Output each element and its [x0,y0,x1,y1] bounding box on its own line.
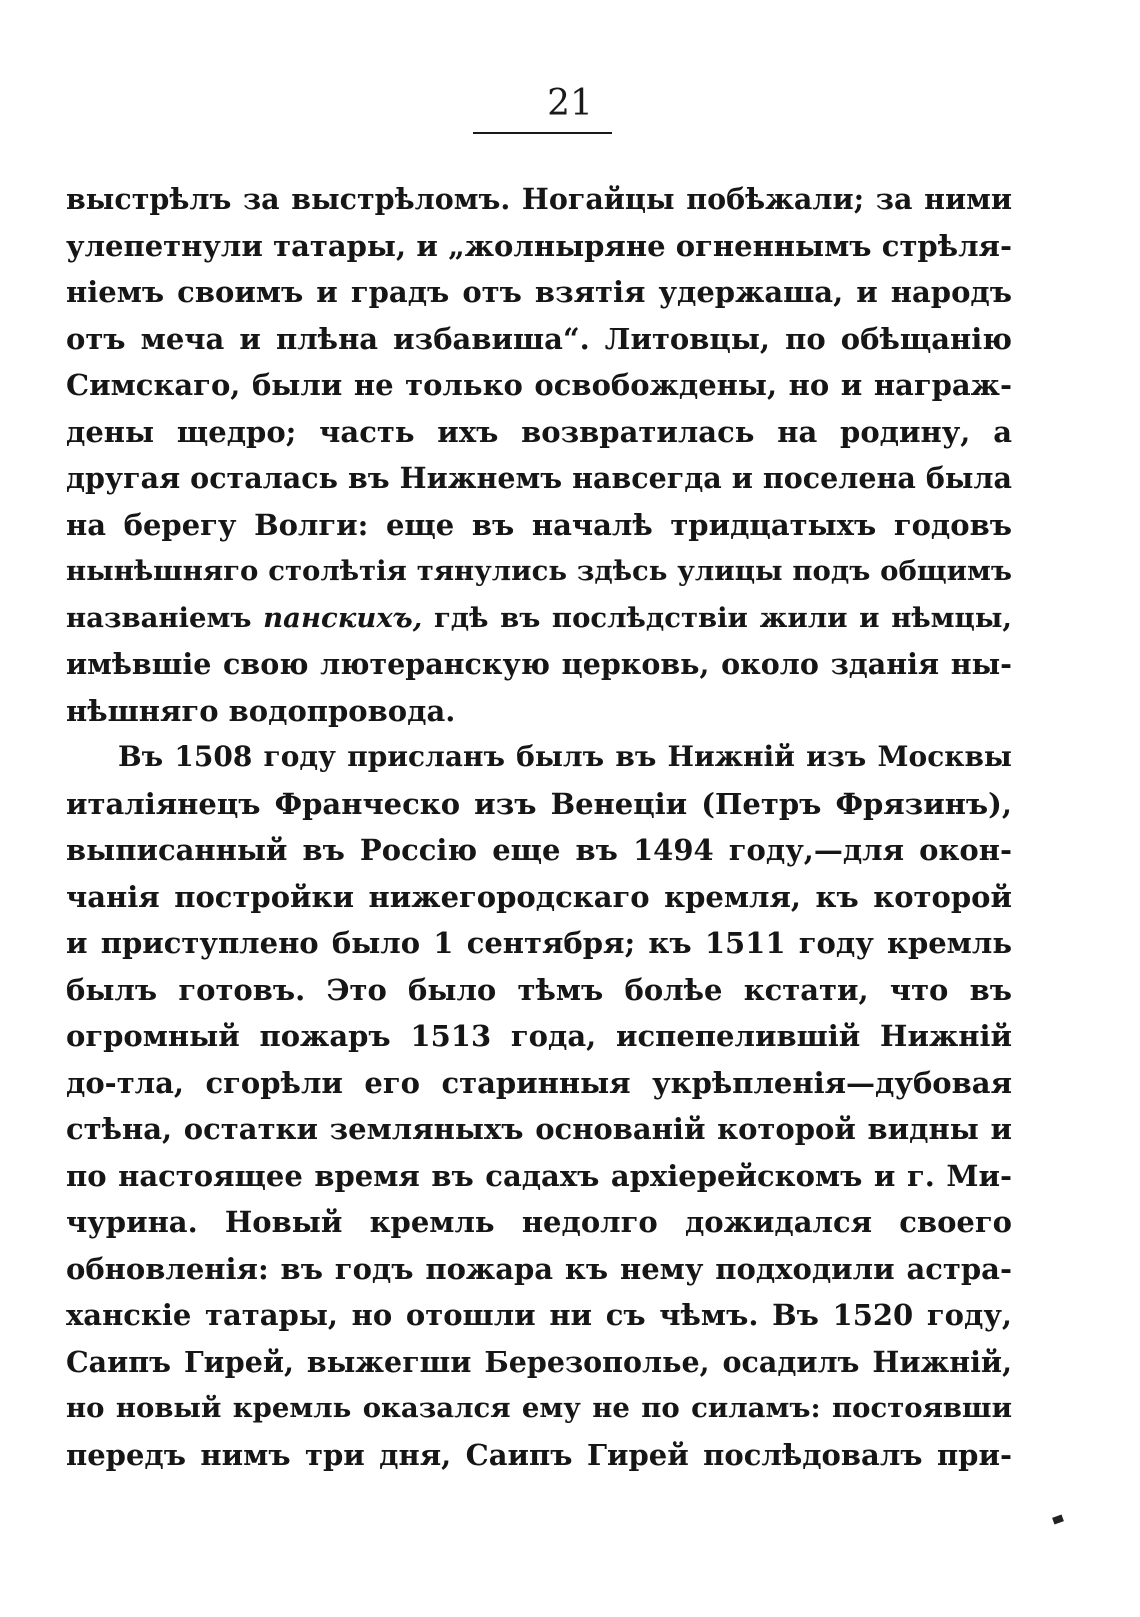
text-line: нѣшняго водопровода. [66,693,456,728]
text-line: обновленія: въ годъ пожара къ нему подходили астра- [66,1251,1012,1286]
text-line: но новый кремль оказался ему не по силамъ: постоявши [66,1392,1012,1424]
text-line: на берегу Волги: еще въ началѣ тридцатыхъ годовъ [66,507,1012,542]
text-line: до-тла, сгорѣли его старинныя укрѣпленія—дубовая [66,1065,1012,1100]
text-line: Симскаго, были не только освобождены, но и награж- [66,368,1012,402]
text-line: чурина. Новый кремль недолго дожидался своего [66,1205,1012,1239]
text-line: италіянецъ Франческо изъ Венеціи (Петръ Фрязинъ), [66,786,1012,821]
text-line: былъ готовъ. Это было тѣмъ болѣе кстати, что въ [66,972,1012,1007]
page-number: 21 [547,83,593,124]
text-segment: названіемъ [66,601,264,634]
text-line: передъ нимъ три дня, Саипъ Гирей послѣдовалъ при- [66,1437,1012,1472]
text-line: Въ 1508 году присланъ былъ въ Нижній изъ Москвы [118,740,1012,773]
text-line: ніемъ своимъ и градъ отъ взятія удержаша, и народъ [66,275,1012,309]
text-line: выписанный въ Россію еще въ 1494 году,—для окон- [66,833,1012,867]
text-line: огромный пожаръ 1513 года, испепелившій Нижній [66,1019,1012,1053]
text-line: по настоящее время въ садахъ архіерейскомъ и г. Ми- [66,1158,1012,1193]
text-line: имѣвшіе свою лютеранскую церковь, около зданія ны- [66,647,1012,681]
text-line: улепетнули татары, и „жолныряне огненнымъ стрѣля- [66,228,1012,263]
text-line: Саипъ Гирей, выжегши Березополье, осадилъ Нижній, [66,1344,1012,1379]
text-line: другая осталась въ Нижнемъ навсегда и поселена была [66,461,1012,495]
paragraph-2 [66,734,1012,1478]
italic-word: панскихъ, [263,601,423,634]
page-number-rule [473,132,612,134]
ink-speck [1052,1515,1064,1525]
body-text [66,176,1012,1478]
text-line: и приступлено было 1 сентября; къ 1511 году кремль [66,926,1012,960]
text-line: нынѣшняго столѣтія тянулись здѣсь улицы подъ общимъ [66,555,1012,587]
text-line [66,595,1012,642]
text-line: отъ меча и плѣна избавиша“. Литовцы, по обѣщанію [66,321,1012,356]
paragraph-1 [66,176,1012,734]
text-line: дены щедро; часть ихъ возвратилась на родину, а [66,414,1012,449]
text-line: ханскіе татары, но отошли ни съ чѣмъ. Въ 1520 году, [66,1298,1012,1332]
text-segment: гдѣ въ послѣдствіи жили и нѣмцы, [422,601,1012,634]
text-line: стѣна, остатки земляныхъ основаній которой видны и [66,1112,1012,1146]
text-line: чанія постройки нижегородскаго кремля, къ которой [66,879,1012,914]
text-line: выстрѣлъ за выстрѣломъ. Ногайцы побѣжали; за ними [66,182,1012,216]
